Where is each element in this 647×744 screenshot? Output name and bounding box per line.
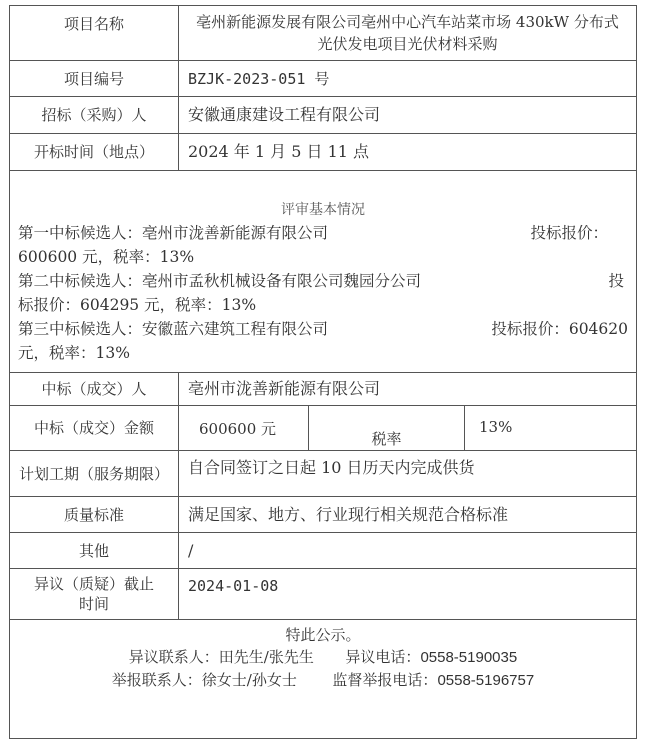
project-number-value: BZJK-2023-051 号 [188,69,330,88]
candidate-1-bid-label: 投标报价： [530,224,608,242]
opening-time-label: 开标时间（地点） [10,134,179,170]
row-duration [10,451,636,497]
other-label: 其他 [10,533,179,568]
candidate-3-rank: 第三中标候选人： [18,320,143,338]
row-amount [10,406,636,451]
candidate-2-rank: 第二中标候选人： [18,272,143,290]
other-value: / [188,540,194,560]
objection-phone: 0558-5190035 [420,649,518,666]
row-other [10,533,636,569]
candidate-2-bid: 标报价：604295 元，税率：13% [18,296,257,314]
winner-value: 亳州市泷善新能源有限公司 [188,379,381,398]
candidate-2-line [18,269,628,293]
report-phone-label: 监督举报电话： [332,671,438,689]
objection-label: 异议（质疑）截止时间 [10,569,179,619]
candidate-2-name: 亳州市孟秋机械设备有限公司魏园分公司 [142,272,422,290]
review-heading: 评审基本情况 [281,202,365,218]
row-opening-time [10,134,636,171]
tax-value: 13% [479,418,513,436]
candidate-3-bid: 元，税率：13% [18,344,130,362]
notice-section [10,620,636,738]
project-name-label: 项目名称 [10,6,179,60]
objection-phone-label: 异议电话： [345,648,421,666]
project-number-label: 项目编号 [10,61,179,96]
bid-result-table [9,5,637,739]
project-name-value: 亳州新能源发展有限公司亳州中心汽车站菜市场 430kW 分布式光伏发电项目光伏材料采购 [196,13,619,53]
amount-label: 中标（成交）金额 [10,406,179,450]
row-project-number [10,61,636,97]
row-project-name [10,6,636,61]
candidate-2-bid-label: 投 [608,272,624,290]
tax-label: 税率 [309,406,465,450]
report-contact-line [10,669,636,692]
objection-value: 2024-01-08 [188,577,279,595]
candidate-1-rank: 第一中标候选人： [18,224,143,242]
tenderer-label: 招标（采购）人 [10,97,179,133]
row-review [10,171,636,373]
objection-contact-line [10,646,636,669]
winner-label: 中标（成交）人 [10,373,179,405]
candidate-3-line [18,317,628,341]
row-quality [10,497,636,533]
candidate-1-line [18,221,628,245]
quality-value: 满足国家、地方、行业现行相关规范合格标准 [188,504,509,524]
candidate-list [10,221,636,365]
report-contact-label: 举报联系人： [111,671,202,689]
objection-contact-label: 异议联系人： [128,648,219,666]
opening-time-value: 2024 年 1 月 5 日 11 点 [188,142,370,161]
report-contact: 徐女士/孙女士 [201,671,297,689]
tenderer-value: 安徽通康建设工程有限公司 [188,105,381,124]
amount-value: 600600 元 [179,406,309,450]
candidate-1-bid: 600600 元，税率：13% [18,248,195,266]
row-objection-deadline [10,569,636,620]
row-tenderer [10,97,636,134]
candidate-3-bid-label: 投标报价：604620 [491,320,628,338]
notice-title: 特此公示。 [285,626,361,644]
duration-label: 计划工期（服务期限） [10,451,179,496]
candidate-3-name: 安徽蓝六建筑工程有限公司 [142,320,329,338]
objection-contact: 田先生/张先生 [218,648,314,666]
row-winner [10,373,636,406]
report-phone: 0558-5196757 [437,672,535,689]
quality-label: 质量标准 [10,497,179,532]
duration-value: 自合同签订之日起 10 日历天内完成供货 [188,458,475,477]
candidate-1-name: 亳州市泷善新能源有限公司 [142,224,329,242]
